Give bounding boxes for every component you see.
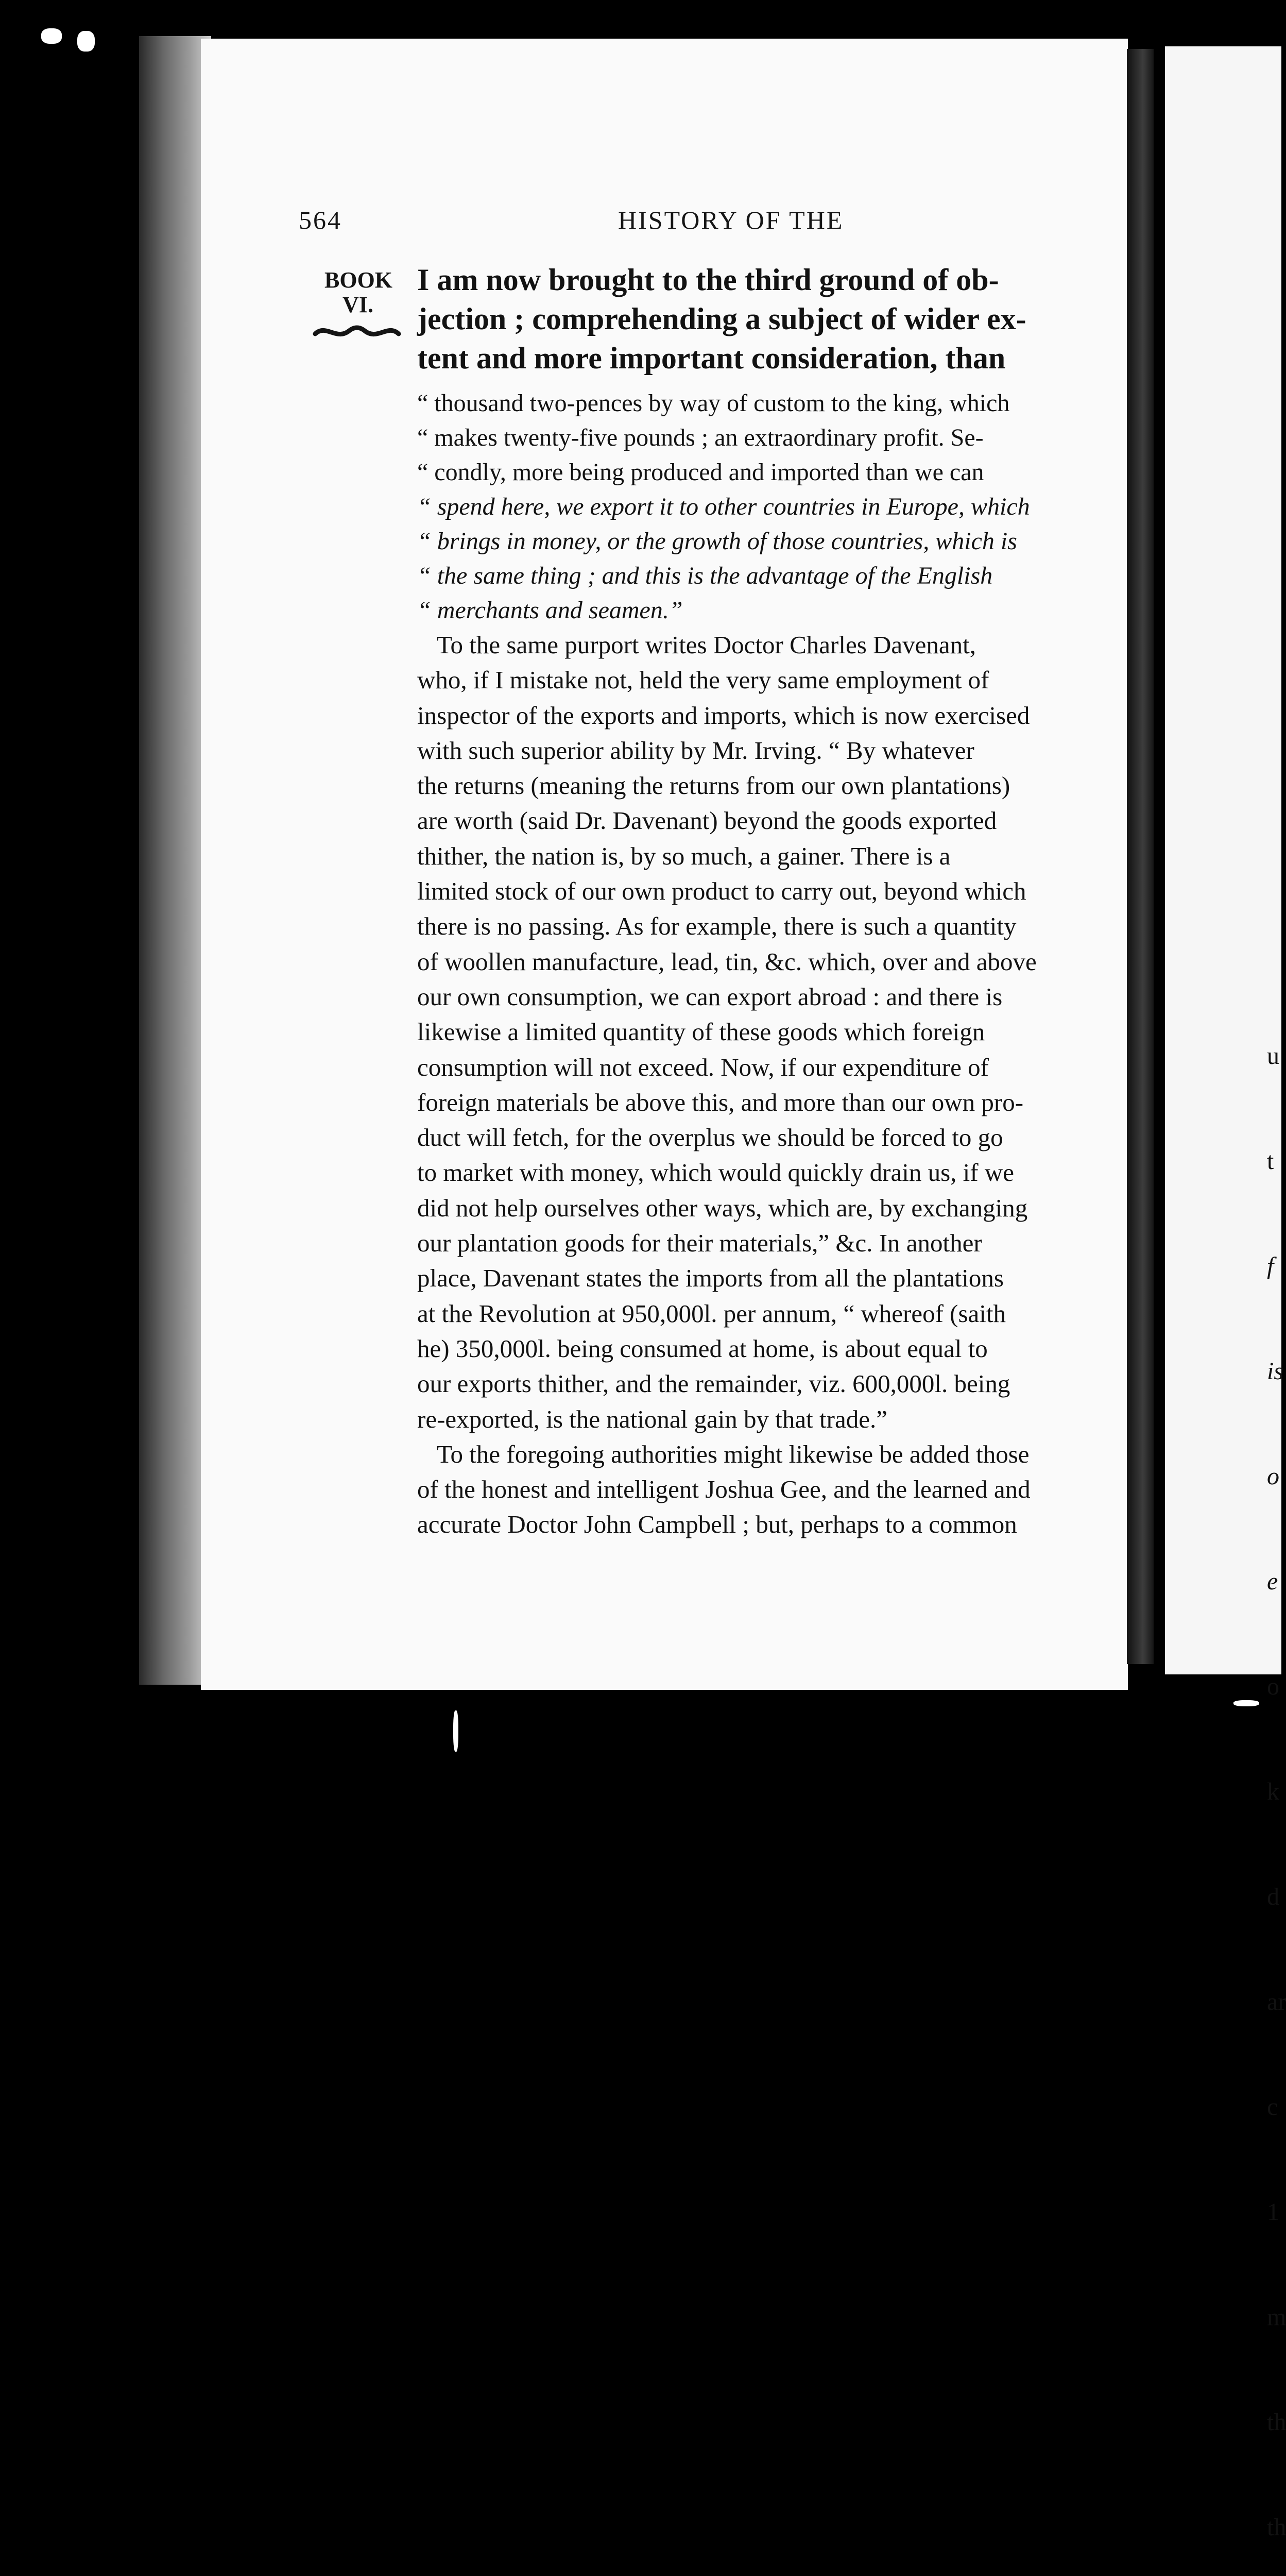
body-line: of woollen manufacture, lead, tin, &c. which, over and above — [417, 947, 1037, 976]
body-line: accurate Doctor John Campbell ; but, perhaps to a common — [417, 1510, 1017, 1539]
flourish-ornament-icon — [313, 318, 401, 344]
body-line: likewise a limited quantity of these goods which foreign — [417, 1018, 985, 1046]
fragment: f — [1267, 1252, 1274, 1280]
body-line: to market with money, which would quickly drain us, if we — [417, 1158, 1014, 1187]
book-label — [324, 268, 391, 317]
fragment: m — [1267, 2303, 1286, 2331]
fragment: k — [1267, 1778, 1279, 1805]
body-line: there is no passing. As for example, there is such a quantity — [417, 912, 1017, 941]
fragment: c — [1267, 2093, 1278, 2121]
quotation-block — [417, 386, 1079, 628]
body-line: with such superior ability by Mr. Irving. “ By whatever — [417, 736, 974, 765]
body-line: at the Revolution at 950,000l. per annum, “ whereof (saith — [417, 1299, 1006, 1328]
quote-line: “ brings in money, or the growth of those countries, which is — [417, 528, 1017, 555]
body-line: thither, the nation is, by so much, a gainer. There is a — [417, 841, 951, 870]
fragment: is — [1267, 1358, 1284, 1385]
scan-speck — [41, 28, 62, 44]
quote-line: “ spend here, we export it to other countries in Europe, which — [417, 493, 1030, 520]
fragment: o — [1267, 1673, 1279, 1700]
page-number: 564 — [299, 206, 342, 234]
body-line: re-exported, is the national gain by that trade.” — [417, 1404, 887, 1433]
scan-speck — [453, 1710, 458, 1752]
body-line: our exports thither, and the remainder, viz. 600,000l. being — [417, 1369, 1010, 1398]
book-spine-shadow — [139, 36, 211, 1685]
heading-paragraph — [417, 260, 1079, 378]
body-line: To the same purport writes Doctor Charles Davenant, — [437, 631, 976, 659]
body-line: he) 350,000l. being consumed at home, is about equal to — [417, 1334, 988, 1363]
body-line: who, if I mistake not, held the very same employment of — [417, 666, 989, 694]
body-line: are worth (said Dr. Davenant) beyond the goods exported — [417, 806, 997, 835]
body-line: our own consumption, we can export abroad : and there is — [417, 982, 1003, 1011]
body-line: place, Davenant states the imports from all the plantations — [417, 1264, 1004, 1293]
quote-line: “ merchants and seamen.” — [417, 597, 683, 624]
fragment: d — [1267, 1883, 1279, 1910]
body-line: foreign materials be above this, and more than our own pro- — [417, 1088, 1024, 1116]
fragment: ar — [1267, 1988, 1286, 2015]
fragment: th — [1267, 2409, 1286, 2436]
body-line: the returns (meaning the returns from our own plantations) — [417, 771, 1010, 800]
fragment: o — [1267, 1463, 1279, 1490]
scan-speck — [1233, 1700, 1259, 1706]
body-paragraphs — [417, 628, 1079, 1543]
scan-speck — [77, 31, 95, 52]
body-line: consumption will not exceed. Now, if our expenditure of — [417, 1053, 989, 1081]
fragment: u — [1267, 1042, 1279, 1070]
fragment: 1 — [1267, 2198, 1279, 2226]
fragment: t — [1267, 1147, 1274, 1175]
book-label-number: VI. — [342, 292, 373, 317]
heading-line: jection ; comprehending a subject of wider ex- — [417, 302, 1026, 336]
quote-line: “ condly, more being produced and imported than we can — [417, 459, 984, 486]
body-line: duct will fetch, for the overplus we should be forced to go — [417, 1123, 1003, 1152]
body-line: did not help ourselves other ways, which are, by exchanging — [417, 1193, 1028, 1222]
page-text — [417, 260, 1079, 1543]
book-label-word: BOOK — [324, 267, 393, 293]
page-gutter-edge — [1127, 49, 1154, 1664]
body-line: inspector of the exports and imports, which is now exercised — [417, 701, 1030, 730]
facing-page-fragments — [1267, 969, 1286, 2576]
facing-page — [1165, 46, 1281, 1674]
heading-line: tent and more important consideration, than — [417, 341, 1006, 375]
quote-line: “ makes twenty-five pounds ; an extraordinary profit. Se- — [417, 424, 984, 451]
heading-line: I am now brought to the third ground of ob- — [417, 263, 999, 297]
quote-line: “ thousand two-pences by way of custom to the king, which — [417, 389, 1010, 417]
quote-line: “ the same thing ; and this is the advantage of the English — [417, 562, 993, 589]
body-line: limited stock of our own product to carry out, beyond which — [417, 877, 1026, 906]
fragment: th — [1267, 2514, 1286, 2541]
body-line: To the foregoing authorities might likewise be added those — [437, 1439, 1030, 1468]
fragment: e — [1267, 1568, 1278, 1595]
body-line: of the honest and intelligent Joshua Gee, and the learned and — [417, 1475, 1031, 1504]
running-head-title: HISTORY OF THE — [618, 206, 844, 234]
body-line: our plantation goods for their materials,” &c. In another — [417, 1229, 982, 1258]
